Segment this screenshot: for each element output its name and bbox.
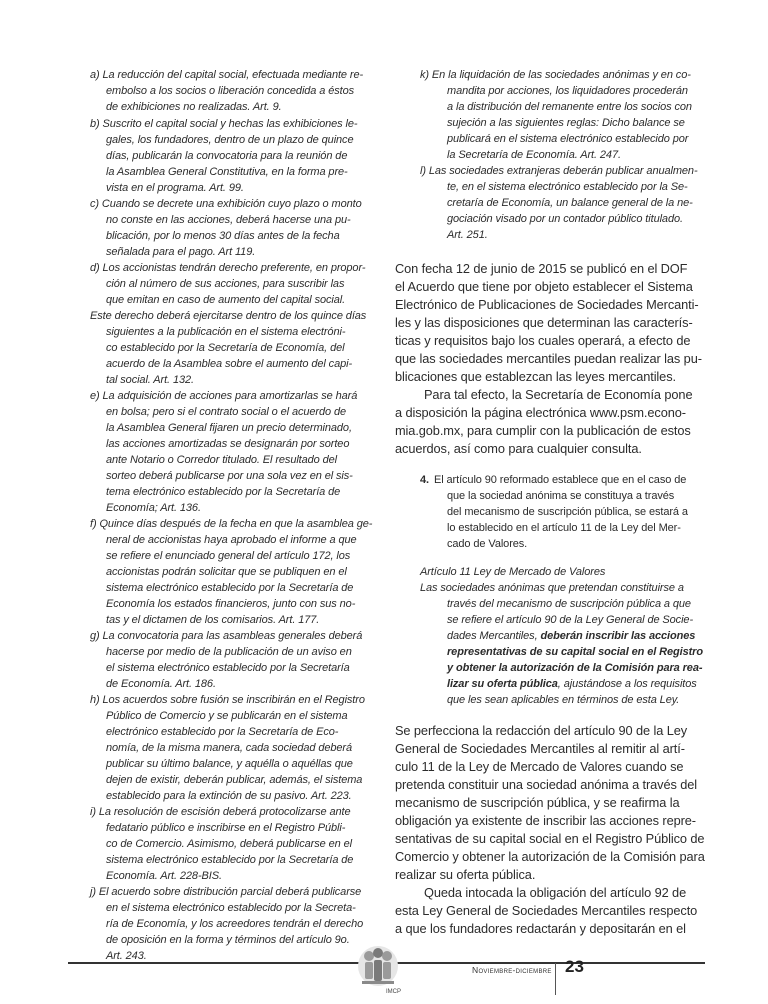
text-line: ante Notario o Corredor titulado. El resultado del bbox=[106, 454, 338, 466]
text-line: esta Ley General de Sociedades Mercantiles respecto bbox=[395, 903, 698, 918]
text-line: que la sociedad anónima se constituya a través bbox=[447, 490, 675, 502]
text-line: la Asamblea General Constitutiva, en la forma pre- bbox=[106, 166, 348, 178]
text-line bbox=[447, 677, 697, 692]
text-line: Electrónico de Publicaciones de Sociedades Mercanti- bbox=[395, 297, 699, 312]
text-line: que emitan en caso de aumento del capital social. bbox=[106, 294, 346, 306]
text-line: dejen de existir, deberán publicar, además, el sistema bbox=[106, 774, 363, 786]
text-line: acuerdo de la Asamblea sobre el aumento del capi- bbox=[106, 358, 353, 370]
text-line: publicará en el sistema electrónico establecido por bbox=[447, 133, 689, 145]
text-line: neral de accionistas haya aprobado el informe a que bbox=[106, 534, 357, 546]
text-line: h) Los acuerdos sobre fusión se inscribirán en el Registro bbox=[90, 694, 365, 706]
text-line: sujeción a las siguientes reglas: Dicho balance se bbox=[447, 117, 685, 129]
text-line: hacerse por medio de la publicación de un aviso en bbox=[106, 646, 352, 658]
text-line: que les sean aplicables en términos de esta Ley. bbox=[447, 694, 680, 706]
text-line: sorteo deberá publicarse por una sola vez en el sis- bbox=[106, 470, 353, 482]
quote-title: Artículo 11 Ley de Mercado de Valores bbox=[420, 566, 606, 578]
text-line: mia.gob.mx, para cumplir con la publicación de estos bbox=[395, 423, 691, 438]
text-line: electrónico establecido por la Secretaría de Eco- bbox=[106, 726, 339, 738]
text-line: culo 11 de la Ley de Mercado de Valores cuando se bbox=[395, 759, 684, 774]
text-line: ticas y requisitos bajo los cuales operará, a efecto de bbox=[395, 333, 691, 348]
text-line: realizar su oferta pública. bbox=[395, 867, 536, 882]
text-line: blicación, por lo menos 30 días antes de la fecha bbox=[106, 230, 340, 242]
text-line: lo establecido en el artículo 11 de la Ley del Mer- bbox=[447, 522, 681, 534]
text-run: dades Mercantiles, bbox=[447, 630, 541, 642]
text-line: k) En la liquidación de las sociedades anónimas y en co- bbox=[420, 69, 691, 81]
text-line: través del mecanismo de suscripción pública a que bbox=[447, 598, 691, 610]
text-line: e) La adquisición de acciones para amortizarlas se hará bbox=[90, 390, 358, 402]
text-line: i) La resolución de escisión deberá protocolizarse ante bbox=[90, 806, 351, 818]
text-line: no conste en las acciones, deberá hacerse una pu- bbox=[106, 214, 351, 226]
text-line: Público de Comercio y se publicarán en el sistema bbox=[106, 710, 348, 722]
text-line: fedatario público e inscribirse en el Registro Públi- bbox=[106, 822, 346, 834]
emphasis-text: deberán inscribir las acciones bbox=[540, 630, 696, 642]
text-line: vista en el programa. Art. 99. bbox=[106, 182, 244, 194]
text-line: tal social. Art. 132. bbox=[106, 374, 194, 386]
text-line bbox=[447, 629, 695, 644]
text-line: señalada para el pago. Art 119. bbox=[106, 246, 256, 258]
text-line: embolso a los socios o liberación concedida a éstos bbox=[106, 85, 355, 97]
text-line: tas y el dictamen de los comisarios. Art. 177. bbox=[106, 614, 320, 626]
text-line: mandita por acciones, los liquidadores procederán bbox=[447, 85, 688, 97]
emphasis-text: lizar su oferta pública bbox=[447, 678, 558, 690]
text-line: el sistema electrónico establecido por la Secretaría bbox=[106, 662, 350, 674]
text-line: obligación ya existente de inscribir las acciones repre- bbox=[395, 813, 696, 828]
text-line: General de Sociedades Mercantiles al remitir al artí- bbox=[395, 741, 685, 756]
text-line: a la distribución del remanente entre los socios con bbox=[447, 101, 692, 113]
text-line: en bolsa; pero si el contrato social o el acuerdo de bbox=[106, 406, 347, 418]
text-line: gales, los fundadores, dentro de un plazo de quince bbox=[106, 134, 354, 146]
text-line: sentativas de su capital social en el Registro Público de bbox=[395, 831, 705, 846]
text-line: siguientes a la publicación en el sistema electróni- bbox=[106, 326, 346, 338]
text-line: Con fecha 12 de junio de 2015 se publicó en el DOF bbox=[395, 261, 688, 276]
text-line: c) Cuando se decrete una exhibición cuyo plazo o monto bbox=[90, 198, 362, 210]
issue-label: Noviembre-diciembre bbox=[472, 965, 552, 975]
text-line: El artículo 90 reformado establece que en el caso de bbox=[434, 474, 687, 486]
text-line: establecido para la extinción de su pasivo. Art. 223. bbox=[106, 790, 352, 802]
text-line: en el sistema electrónico establecido por la Secreta- bbox=[106, 902, 356, 914]
text-line: de oposición en la forma y términos del artículo 9o. bbox=[106, 934, 350, 946]
text-line: que las sociedades mercantiles puedan realizar las pu- bbox=[395, 351, 702, 366]
text-line: cretaría de Economía, un balance general de la ne- bbox=[447, 197, 693, 209]
text-line: a disposición la página electrónica www.psm.econo- bbox=[395, 405, 686, 420]
imcp-logo bbox=[355, 944, 401, 996]
text-line: Economía; Art. 136. bbox=[106, 502, 201, 514]
text-line: Comercio y obtener la autorización de la Comisión para bbox=[395, 849, 705, 864]
text-line: de exhibiciones no realizadas. Art. 9. bbox=[106, 101, 282, 113]
text-line: blicaciones que establezcan las leyes mercantiles. bbox=[395, 369, 676, 384]
text-line: se refiere el artículo 90 de la Ley General de Socie- bbox=[447, 614, 694, 626]
point-number: 4. bbox=[420, 474, 429, 486]
text-line: j) El acuerdo sobre distribución parcial deberá publicarse bbox=[90, 886, 362, 898]
text-line: Economía los estados financieros, junto con sus no- bbox=[106, 598, 356, 610]
text-line: co de Comercio. Asimismo, deberá publicarse en el bbox=[106, 838, 352, 850]
text-line: sistema electrónico establecido por la Secretaría de bbox=[106, 582, 354, 594]
text-line: Queda intocada la obligación del artículo 92 de bbox=[424, 885, 687, 900]
logo-text: IMCP bbox=[386, 989, 401, 995]
text-line: Economía. Art. 228-BIS. bbox=[106, 870, 222, 882]
text-line: gociación visado por un contador público titulado. bbox=[447, 213, 683, 225]
text-line: mecanismo de suscripción pública, y se reafirma la bbox=[395, 795, 680, 810]
text-line: de Economía. Art. 186. bbox=[106, 678, 216, 690]
emphasis-text: representativas de su capital social en el Registro bbox=[447, 646, 703, 658]
text-line: Las sociedades anónimas que pretendan constituirse a bbox=[420, 582, 684, 594]
text-line: Para tal efecto, la Secretaría de Economía pone bbox=[424, 387, 693, 402]
text-line: días, publicarán la convocatoria para la reunión de bbox=[106, 150, 348, 162]
text-line: el Acuerdo que tiene por objeto establecer el Sistema bbox=[395, 279, 693, 294]
text-line: f) Quince días después de la fecha en que la asamblea ge- bbox=[90, 518, 373, 530]
footer-rule bbox=[68, 962, 568, 964]
text-line: ción al número de sus acciones, para suscribir las bbox=[106, 278, 345, 290]
text-line: b) Suscrito el capital social y hechas las exhibiciones le- bbox=[90, 118, 358, 130]
footer-divider bbox=[555, 963, 556, 995]
text-line: pretenda constituir una sociedad anónima a través del bbox=[395, 777, 698, 792]
text-line: del mecanismo de suscripción pública, se estará a bbox=[447, 506, 688, 518]
text-line: la Secretaría de Economía. Art. 247. bbox=[447, 149, 621, 161]
text-line: sistema electrónico establecido por la Secretaría de bbox=[106, 854, 354, 866]
text-line: te, en el sistema electrónico establecido por la Se- bbox=[447, 181, 688, 193]
text-run: , ajustándose a los requisitos bbox=[557, 678, 697, 690]
text-line: la Asamblea General fijaren un precio determinado, bbox=[106, 422, 352, 434]
text-line: a que los fundadores redactarán y depositarán en el bbox=[395, 921, 686, 936]
text-line: publicar su último balance, y aquélla o aquéllas que bbox=[106, 758, 353, 770]
text-line: acuerdos, así como para cualquier consulta. bbox=[395, 441, 642, 456]
text-line: les y las disposiciones que determinan las caracterís- bbox=[395, 315, 693, 330]
text-line: Este derecho deberá ejercitarse dentro de los quince días bbox=[90, 310, 367, 322]
text-line: accionistas podrán solicitar que se publiquen en el bbox=[106, 566, 347, 578]
text-line: co establecido por la Secretaría de Economía, del bbox=[106, 342, 345, 354]
text-line: se refiere el enunciado general del artículo 172, los bbox=[106, 550, 351, 562]
text-line: a) La reducción del capital social, efectuada mediante re- bbox=[90, 69, 364, 81]
text-line: Art. 251. bbox=[447, 229, 488, 241]
text-line: tema electrónico establecido por la Secretaría de bbox=[106, 486, 341, 498]
text-line: cado de Valores. bbox=[447, 538, 528, 550]
text-line: ría de Economía, y los acreedores tendrán el derecho bbox=[106, 918, 364, 930]
text-line: l) Las sociedades extranjeras deberán publicar anualmen- bbox=[420, 165, 698, 177]
text-line: g) La convocatoria para las asambleas generales deberá bbox=[90, 630, 363, 642]
text-line: Art. 243. bbox=[106, 950, 147, 962]
emphasis-text: y obtener la autorización de la Comisión para rea- bbox=[447, 662, 703, 674]
text-line: las acciones amortizadas se designarán por sorteo bbox=[106, 438, 350, 450]
page-number: 23 bbox=[565, 957, 584, 976]
text-line: d) Los accionistas tendrán derecho preferente, en propor- bbox=[90, 262, 366, 274]
text-line: nomía, de la misma manera, cada sociedad deberá bbox=[106, 742, 352, 754]
text-line: Se perfecciona la redacción del artículo 90 de la Ley bbox=[395, 723, 688, 738]
